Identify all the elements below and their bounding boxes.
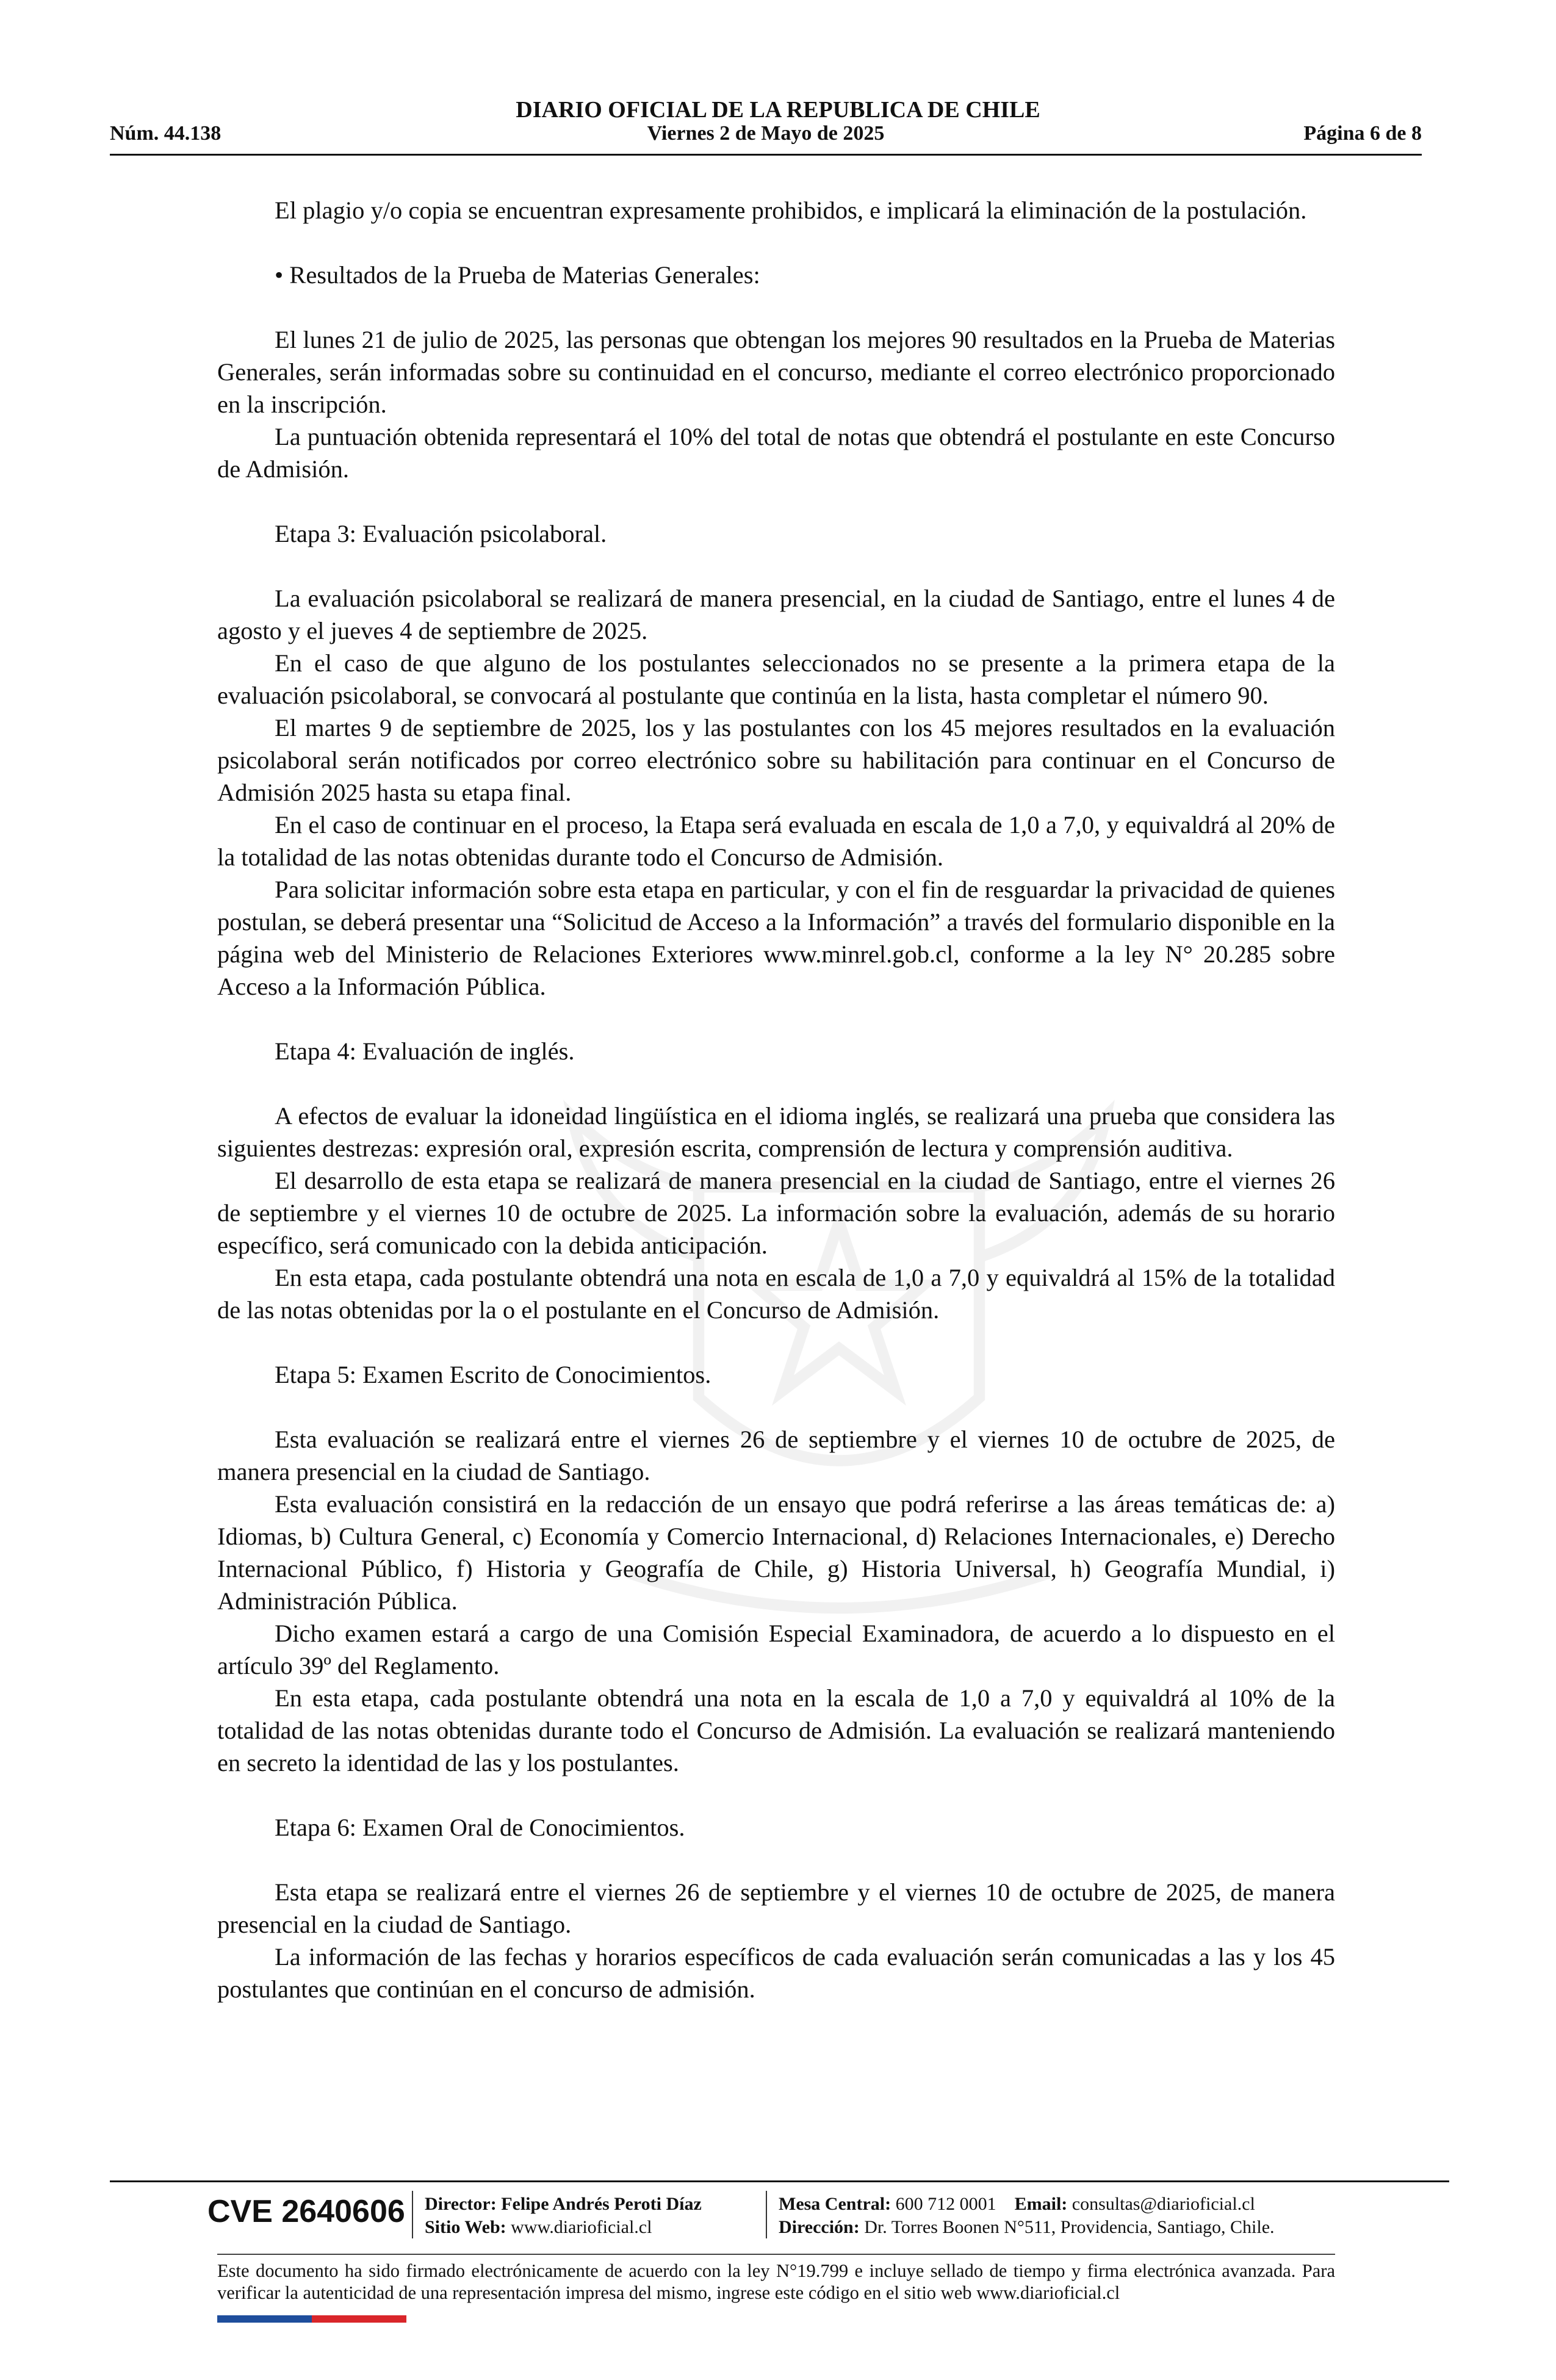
paragraph: En esta etapa, cada postulante obtendrá una nota en la escala de 1,0 a 7,0 y equivaldrá al 10% de la totalidad de las notas obtenidas durante todo el Concurso de Admisión. La evaluación se realizará manteniendo en secreto la identidad de las y los postulantes. [217, 1684, 1335, 1776]
email-link[interactable]: consultas@diarioficial.cl [1072, 2194, 1255, 2214]
publication-title: DIARIO OFICIAL DE LA REPUBLICA DE CHILE [516, 97, 1040, 123]
paragraph: Etapa 3: Evaluación psicolaboral. [275, 520, 607, 547]
legal-notice: Este documento ha sido firmado electrónicamente de acuerdo con la ley N°19.799 e incluye sellado de tiempo y firma electrónica avanzada. Para verificar la autenticidad de una representación impresa del mismo, ingrese este código en el sitio web www.diarioficial.cl [217, 2260, 1335, 2303]
footer-contact-block [779, 2193, 1275, 2239]
paragraph: Esta evaluación se realizará entre el viernes 26 de septiembre y el viernes 10 de octubre de 2025, de manera presencial en la ciudad de Santiago. [217, 1426, 1335, 1485]
footer-divider [110, 2180, 1449, 2182]
paragraph: Esta evaluación consistirá en la redacción de un ensayo que podrá referirse a las áreas temáticas de: a) Idiomas, b) Cultura General, c) Economía y Comercio Internacional, d) Relaciones Internacionales, e) Derecho Internacional Público, f) Historia y Geografía de Chile, g) Historia Universal, h) Geografía Mundial, i) Administración Pública. [217, 1490, 1335, 1615]
issue-number: Núm. 44.138 [110, 122, 222, 145]
site-label: Sitio Web: [425, 2217, 506, 2237]
paragraph: En esta etapa, cada postulante obtendrá una nota en escala de 1,0 a 7,0 y equivaldrá al 15% de la totalidad de las notas obtenidas por la o el postulante en el Concurso de Admisión. [217, 1264, 1335, 1324]
address-text: Dr. Torres Boonen N°511, Providencia, Santiago, Chile. [864, 2217, 1275, 2237]
paragraph: • Resultados de la Prueba de Materias Generales: [275, 261, 760, 289]
paragraph: El martes 9 de septiembre de 2025, los y las postulantes con los 45 mejores resultados en la evaluación psicolaboral serán notificados por correo electrónico sobre su habilitación para continuar en el Concurso de Admisión 2025 hasta su etapa final. [217, 714, 1335, 806]
footer-separator [412, 2191, 413, 2238]
paragraph: En el caso de continuar en el proceso, la Etapa será evaluada en escala de 1,0 a 7,0, y equivaldrá al 20% de la totalidad de las notas obtenidas durante todo el Concurso de Admisión. [217, 811, 1335, 871]
paragraph: La evaluación psicolaboral se realizará de manera presencial, en la ciudad de Santiago, entre el lunes 4 de agosto y el jueves 4 de septiembre de 2025. [217, 585, 1335, 644]
address-label: Dirección: [779, 2217, 860, 2237]
footer-thin-divider [217, 2254, 1335, 2255]
paragraph: Etapa 6: Examen Oral de Conocimientos. [275, 1814, 685, 1841]
flag-stripe-blue [217, 2315, 312, 2323]
paragraph: La información de las fechas y horarios específicos de cada evaluación serán comunicadas a las y los 45 postulantes que continúan en el concurso de admisión. [217, 1943, 1335, 2003]
footer-separator [766, 2191, 767, 2238]
director-name: Felipe Andrés Peroti Díaz [501, 2194, 702, 2214]
page-indicator: Página 6 de 8 [1303, 122, 1422, 145]
paragraph: Etapa 5: Examen Escrito de Conocimientos. [275, 1361, 711, 1388]
footer-director-block [425, 2193, 702, 2239]
paragraph: El plagio y/o copia se encuentran expresamente prohibidos, e implicará la eliminación de la postulación. [275, 197, 1307, 224]
cve-code: CVE 2640606 [207, 2194, 405, 2229]
issue-date: Viernes 2 de Mayo de 2025 [647, 122, 885, 145]
email-label: Email: [1014, 2194, 1068, 2214]
header-row [110, 122, 1422, 151]
paragraph: La puntuación obtenida representará el 10% del total de notas que obtendrá el postulante en este Concurso de Admisión. [217, 423, 1335, 483]
paragraph: El lunes 21 de julio de 2025, las personas que obtengan los mejores 90 resultados en la Prueba de Materias Generales, serán informadas sobre su continuidad en el concurso, mediante el correo electrónico proporcionado en la inscripción. [217, 326, 1335, 418]
paragraph: Esta etapa se realizará entre el viernes 26 de septiembre y el viernes 10 de octubre de 2025, de manera presencial en la ciudad de Santiago. [217, 1878, 1335, 1938]
mesa-label: Mesa Central: [779, 2194, 891, 2214]
document-body [217, 194, 1335, 2005]
paragraph: En el caso de que alguno de los postulantes seleccionados no se presente a la primera etapa de la evaluación psicolaboral, se convocará al postulante que continúa en la lista, hasta completar el número 90. [217, 649, 1335, 709]
flag-stripe-red [312, 2315, 406, 2323]
paragraph: Dicho examen estará a cargo de una Comisión Especial Examinadora, de acuerdo a lo dispuesto en el artículo 39º del Reglamento. [217, 1620, 1335, 1679]
paragraph: Etapa 4: Evaluación de inglés. [275, 1037, 575, 1065]
paragraph: El desarrollo de esta etapa se realizará de manera presencial en la ciudad de Santiago, entre el viernes 26 de septiembre y el viernes 10 de octubre de 2025. La información sobre la evaluación, además de su horario específico, será comunicado con la debida anticipación. [217, 1167, 1335, 1259]
paragraph: A efectos de evaluar la idoneidad lingüística en el idioma inglés, se realizará una prueba que considera las siguientes destrezas: expresión oral, expresión escrita, comprensión de lectura y comprensión auditiva. [217, 1102, 1335, 1162]
paragraph: Para solicitar información sobre esta etapa en particular, y con el fin de resguardar la privacidad de quienes postulan, se deberá presentar una “Solicitud de Acceso a la Información” a través del formulario disponible en la página web del Ministerio de Relaciones Exteriores www.minrel.gob.cl, conforme a la ley N° 20.285 sobre Acceso a la Información Pública. [217, 876, 1335, 1000]
site-link[interactable]: www.diarioficial.cl [511, 2217, 652, 2237]
mesa-phone: 600 712 0001 [895, 2194, 996, 2214]
header-divider [110, 154, 1422, 156]
director-label: Director: [425, 2194, 497, 2214]
